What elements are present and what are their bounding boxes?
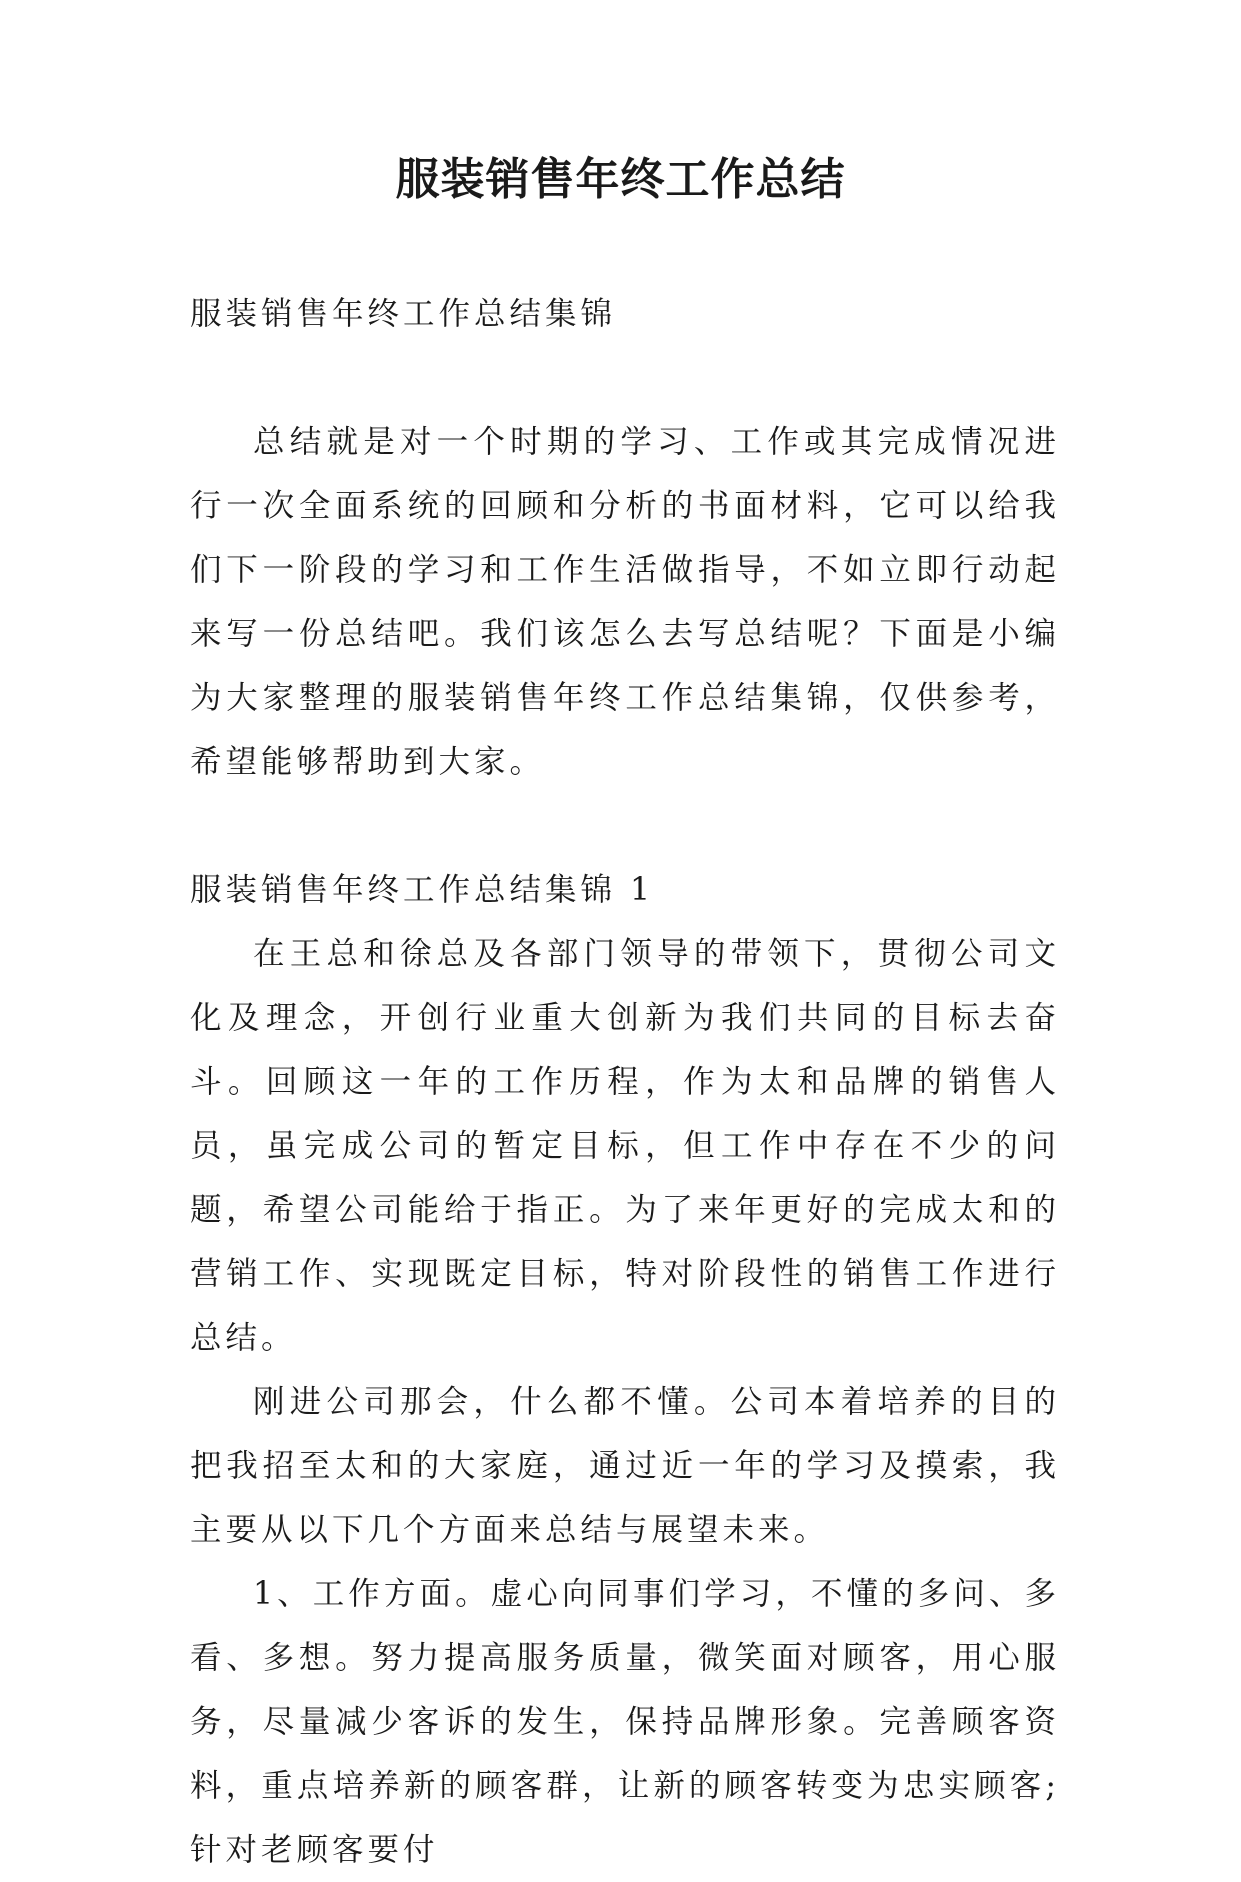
body-paragraph: 在王总和徐总及各部门领导的带领下，贯彻公司文化及理念，开创行业重大创新为我们共同的目标去奋斗。回顾这一年的工作历程，作为太和品牌的销售人员，虽完成公司的暂定目标，但工作中存在不少的问题，希望公司能给于指正。为了来年更好的完成太和的营销工作、实现既定目标，特对阶段性的销售工作进行总结。: [190, 936, 1060, 1356]
document-title: 服装销售年终工作总结: [395, 154, 846, 205]
body-paragraph: 刚进公司那会，什么都不懂。公司本着培养的目的把我招至太和的大家庭，通过近一年的学习及摸索，我主要从以下几个方面来总结与展望未来。: [190, 1384, 1060, 1548]
document-body: [190, 282, 1060, 1882]
section-heading: 服装销售年终工作总结集锦 1: [190, 872, 655, 908]
body-paragraph: 1、工作方面。虚心向同事们学习，不懂的多问、多看、多想。努力提高服务质量，微笑面对顾客，用心服务，尽量减少客诉的发生，保持品牌形象。完善顾客资料，重点培养新的顾客群，让新的顾客转变为忠实顾客;针对老顾客要付: [190, 1576, 1060, 1868]
intro-paragraph: 总结就是对一个时期的学习、工作或其完成情况进行一次全面系统的回顾和分析的书面材料，它可以给我们下一阶段的学习和工作生活做指导，不如立即行动起来写一份总结吧。我们该怎么去写总结呢？下面是小编为大家整理的服装销售年终工作总结集锦，仅供参考，希望能够帮助到大家。: [190, 424, 1060, 780]
document-subtitle: 服装销售年终工作总结集锦: [190, 296, 617, 332]
